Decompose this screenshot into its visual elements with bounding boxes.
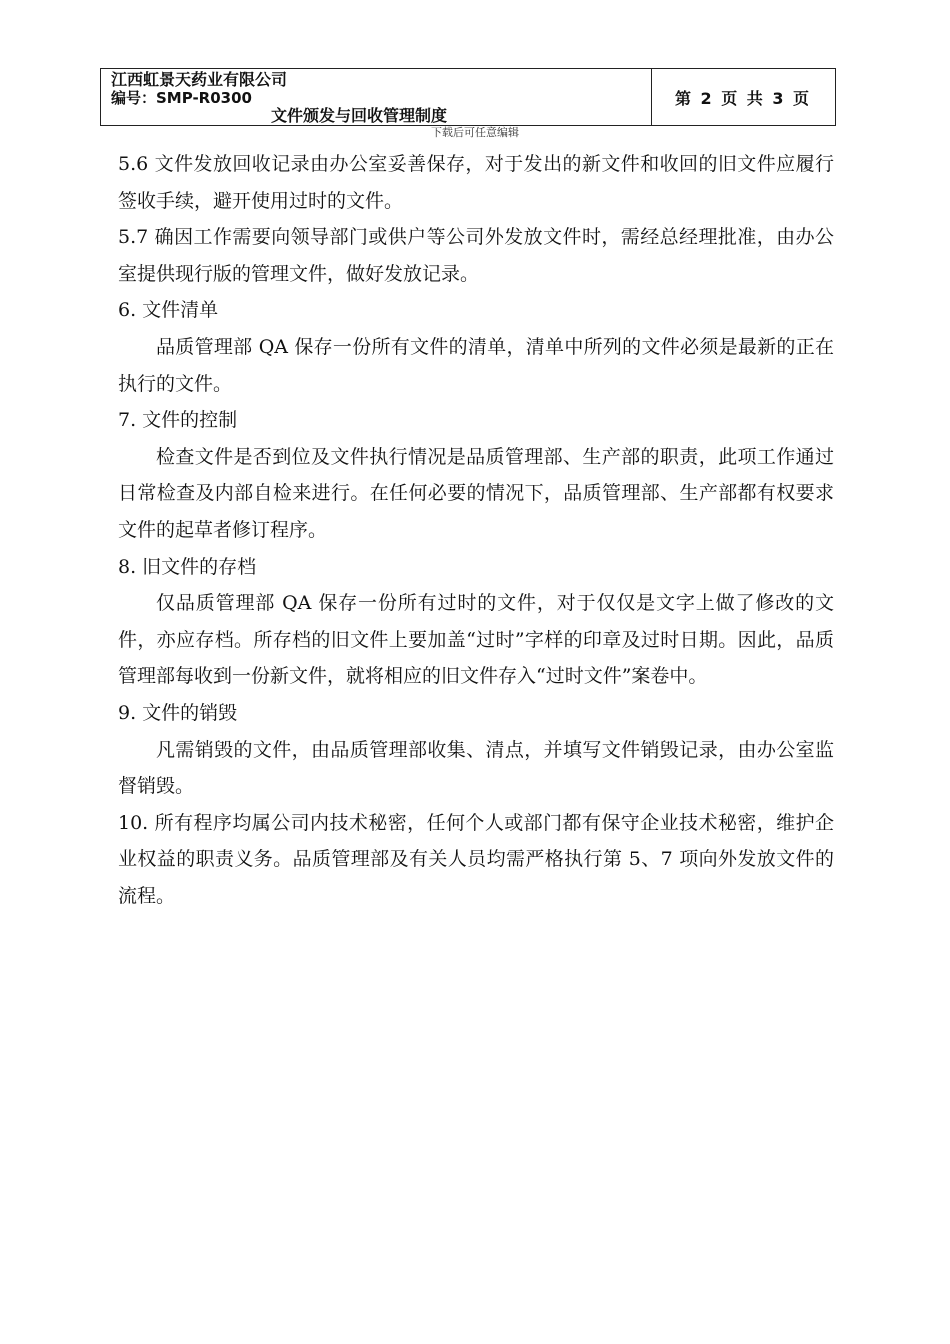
watermark-text: 下载后可任意编辑 xyxy=(431,126,519,139)
header-left-cell xyxy=(101,69,652,125)
paragraph-8: 仅品质管理部 QA 保存一份所有过时的文件，对于仅仅是文字上做了修改的文件，亦应存档。所存档的旧文件上要加盖“过时”字样的印章及过时日期。因此，品质管理部每收到一份新文件，就将相应的旧文件存入“过时文件”案卷中。 xyxy=(118,592,834,688)
document-title: 文件颁发与回收管理制度 xyxy=(271,106,448,125)
document-body xyxy=(118,146,834,914)
company-name: 江西虹景天药业有限公司 xyxy=(111,70,288,89)
section-heading-9: 9. 文件的销毁 xyxy=(118,701,238,724)
paragraph-5-7: 5.7 确因工作需要向领导部门或供户等公司外发放文件时，需经总经理批准，由办公室提供现行版的管理文件，做好发放记录。 xyxy=(118,226,834,285)
document-header xyxy=(100,68,836,126)
paragraph-6: 品质管理部 QA 保存一份所有文件的清单，清单中所列的文件必须是最新的正在执行的文件。 xyxy=(118,335,834,395)
section-heading-8: 8. 旧文件的存档 xyxy=(118,555,257,578)
section-heading-6: 6. 文件清单 xyxy=(118,299,219,322)
page-info: 第 2 页 共 3 页 xyxy=(674,88,812,108)
section-heading-7: 7. 文件的控制 xyxy=(118,409,238,432)
paragraph-5-6: 5.6 文件发放回收记录由办公室妥善保存，对于发出的新文件和收回的旧文件应履行签收手续，避开使用过时的文件。 xyxy=(118,153,834,212)
document-code: 编号：SMP-R0300 xyxy=(111,89,252,107)
paragraph-7: 检查文件是否到位及文件执行情况是品质管理部、生产部的职责，此项工作通过日常检查及内部自检来进行。在任何必要的情况下，品质管理部、生产部都有权要求文件的起草者修订程序。 xyxy=(118,445,834,541)
paragraph-10: 10. 所有程序均属公司内技术秘密，任何个人或部门都有保守企业技术秘密，维护企业权益的职责义务。品质管理部及有关人员均需严格执行第 5、7 项向外发放文件的流程。 xyxy=(118,811,834,907)
paragraph-9: 凡需销毁的文件，由品质管理部收集、清点，并填写文件销毁记录，由办公室监督销毁。 xyxy=(118,738,834,798)
